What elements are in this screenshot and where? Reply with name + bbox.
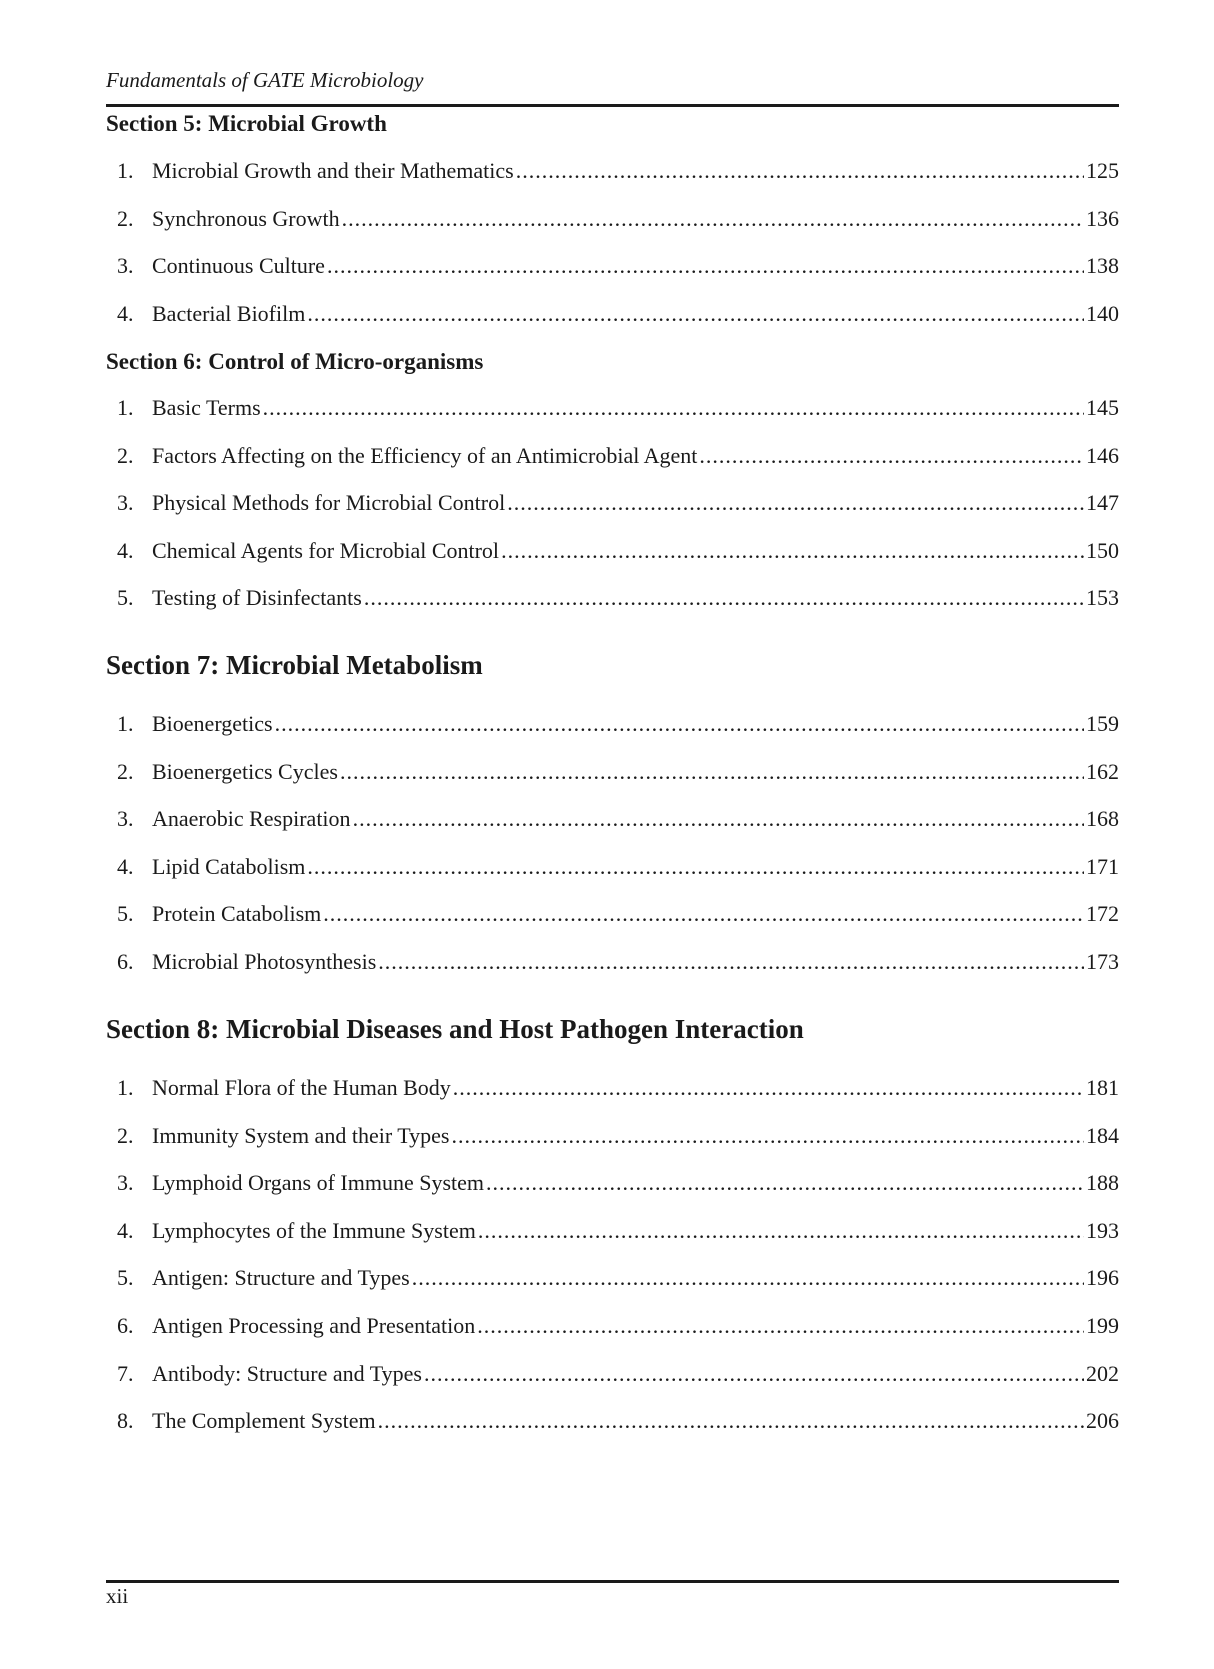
toc-entry[interactable] — [106, 255, 1119, 277]
entry-page-number: 193 — [1086, 1217, 1119, 1243]
entry-page-number: 162 — [1086, 758, 1119, 784]
entry-title: Antibody: Structure and Types — [152, 1360, 422, 1386]
toc-entry[interactable] — [106, 1077, 1119, 1099]
entry-title: Antigen: Structure and Types — [152, 1265, 410, 1291]
entry-number: 2. — [117, 442, 134, 468]
entry-page-number: 184 — [1086, 1122, 1119, 1148]
toc-entry[interactable] — [106, 492, 1119, 514]
toc-entry[interactable] — [106, 853, 1119, 879]
toc-section — [106, 650, 1119, 974]
entry-title: Bioenergetics — [152, 711, 273, 736]
entry-number: 3. — [117, 1170, 134, 1196]
toc-entry[interactable] — [106, 1172, 1119, 1194]
toc-entry[interactable] — [106, 808, 1119, 830]
entry-number: 4. — [117, 1217, 134, 1243]
toc-entry[interactable] — [106, 537, 1119, 563]
entry-number: 1. — [117, 1075, 134, 1100]
entry-title: Microbial Growth and their Mathematics — [152, 158, 514, 183]
entry-title: Bioenergetics Cycles — [152, 758, 338, 784]
entry-number: 7. — [117, 1360, 134, 1386]
section-title: Section 5: Microbial Growth — [106, 111, 387, 136]
entry-number: 3. — [117, 490, 134, 516]
toc-entry[interactable] — [106, 160, 1119, 182]
dot-leader — [342, 208, 1084, 230]
section-title: Section 6: Control of Micro-organisms — [106, 349, 484, 374]
toc-entry[interactable] — [106, 397, 1119, 419]
dot-leader — [378, 951, 1084, 973]
entry-number: 4. — [117, 537, 134, 563]
entry-number: 1. — [117, 158, 134, 183]
entry-title: Lymphocytes of the Immune System — [152, 1217, 476, 1243]
entry-page-number: 172 — [1086, 901, 1119, 927]
entry-page-number: 188 — [1086, 1170, 1119, 1196]
entry-number: 3. — [117, 253, 134, 278]
entry-number: 1. — [117, 395, 134, 420]
entry-number: 4. — [117, 853, 134, 879]
dot-leader — [699, 445, 1084, 467]
entry-page-number: 146 — [1086, 442, 1119, 468]
toc-entry[interactable] — [106, 1267, 1119, 1289]
dot-leader — [477, 1315, 1084, 1337]
entry-page-number: 196 — [1086, 1265, 1119, 1291]
entry-page-number: 150 — [1086, 537, 1119, 563]
toc-entry[interactable] — [106, 951, 1119, 973]
toc-section — [106, 111, 1119, 326]
entry-number: 5. — [117, 901, 134, 927]
dot-leader — [340, 761, 1084, 783]
dot-leader — [378, 1410, 1084, 1432]
dot-leader — [486, 1172, 1084, 1194]
dot-leader — [327, 255, 1084, 277]
entry-title: Anaerobic Respiration — [152, 806, 351, 832]
entry-number: 4. — [117, 300, 134, 326]
section-title: Section 7: Microbial Metabolism — [106, 650, 483, 680]
entry-title: Testing of Disinfectants — [152, 585, 362, 611]
entry-title: Chemical Agents for Microbial Control — [152, 537, 500, 563]
footer-rule — [106, 1580, 1119, 1583]
entry-number: 3. — [117, 806, 134, 832]
entry-title: Continuous Culture — [152, 253, 325, 278]
running-header: Fundamentals of GATE Microbiology — [106, 68, 424, 92]
entry-page-number: 168 — [1086, 806, 1119, 832]
entry-title: Basic Terms — [152, 395, 261, 420]
entry-number: 6. — [117, 949, 134, 974]
toc-entry[interactable] — [106, 1360, 1119, 1386]
entry-number: 6. — [117, 1313, 134, 1338]
dot-leader — [478, 1220, 1084, 1242]
toc-entry[interactable] — [106, 300, 1119, 326]
entry-page-number: 153 — [1086, 585, 1119, 611]
entry-title: Physical Methods for Microbial Control — [152, 490, 506, 516]
entry-title: Lymphoid Organs of Immune System — [152, 1170, 485, 1196]
entry-title: Protein Catabolism — [152, 901, 322, 927]
entry-page-number: 206 — [1086, 1408, 1119, 1434]
toc-entry[interactable] — [106, 1410, 1119, 1432]
entry-number: 1. — [117, 711, 134, 736]
entry-page-number: 138 — [1086, 253, 1119, 278]
toc-entry[interactable] — [106, 442, 1119, 468]
entry-title: Normal Flora of the Human Body — [152, 1075, 451, 1100]
toc-entry[interactable] — [106, 587, 1119, 609]
entry-title: Antigen Processing and Presentation — [152, 1313, 476, 1338]
entry-title: Microbial Photosynthesis — [152, 949, 377, 974]
toc-entry[interactable] — [106, 205, 1119, 231]
entry-page-number: 199 — [1086, 1313, 1119, 1338]
dot-leader — [307, 856, 1084, 878]
dot-leader — [275, 713, 1084, 735]
dot-leader — [501, 540, 1084, 562]
entry-page-number: 136 — [1086, 205, 1119, 231]
entry-page-number: 202 — [1086, 1360, 1119, 1386]
toc-entry[interactable] — [106, 1122, 1119, 1148]
entry-page-number: 145 — [1086, 395, 1119, 420]
toc-entry[interactable] — [106, 758, 1119, 784]
entry-number: 2. — [117, 205, 134, 231]
dot-leader — [412, 1267, 1084, 1289]
entry-number: 5. — [117, 1265, 134, 1291]
entry-page-number: 181 — [1086, 1075, 1119, 1100]
entry-title: The Complement System — [152, 1408, 376, 1434]
entry-title: Bacterial Biofilm — [152, 300, 306, 326]
entry-title: Factors Affecting on the Efficiency of an Antimicrobial Agent — [152, 442, 698, 468]
entry-title: Synchronous Growth — [152, 205, 340, 231]
entry-number: 2. — [117, 758, 134, 784]
entry-page-number: 147 — [1086, 490, 1119, 516]
toc-entry[interactable] — [106, 903, 1119, 925]
entry-title: Lipid Catabolism — [152, 853, 306, 879]
dot-leader — [263, 397, 1084, 419]
dot-leader — [424, 1363, 1084, 1385]
entry-number: 2. — [117, 1122, 134, 1148]
entry-number: 5. — [117, 585, 134, 611]
entry-number: 8. — [117, 1408, 134, 1434]
entry-title: Immunity System and their Types — [152, 1122, 450, 1148]
dot-leader — [516, 160, 1084, 182]
dot-leader — [451, 1125, 1084, 1147]
dot-leader — [507, 492, 1084, 514]
dot-leader — [453, 1077, 1084, 1099]
entry-page-number: 140 — [1086, 300, 1119, 326]
page-number: xii — [106, 1584, 129, 1608]
toc-section — [106, 1014, 1119, 1434]
entry-page-number: 125 — [1086, 158, 1119, 183]
toc-section — [106, 349, 1119, 611]
dot-leader — [307, 303, 1084, 325]
entry-page-number: 171 — [1086, 853, 1119, 879]
header-rule — [106, 104, 1119, 107]
toc-entry[interactable] — [106, 1217, 1119, 1243]
toc-entry[interactable] — [106, 713, 1119, 735]
entry-page-number: 173 — [1086, 949, 1119, 974]
section-title: Section 8: Microbial Diseases and Host Pathogen Interaction — [106, 1014, 804, 1044]
dot-leader — [364, 587, 1084, 609]
dot-leader — [323, 903, 1084, 925]
dot-leader — [353, 808, 1084, 830]
toc-entry[interactable] — [106, 1315, 1119, 1337]
entry-page-number: 159 — [1086, 711, 1119, 736]
